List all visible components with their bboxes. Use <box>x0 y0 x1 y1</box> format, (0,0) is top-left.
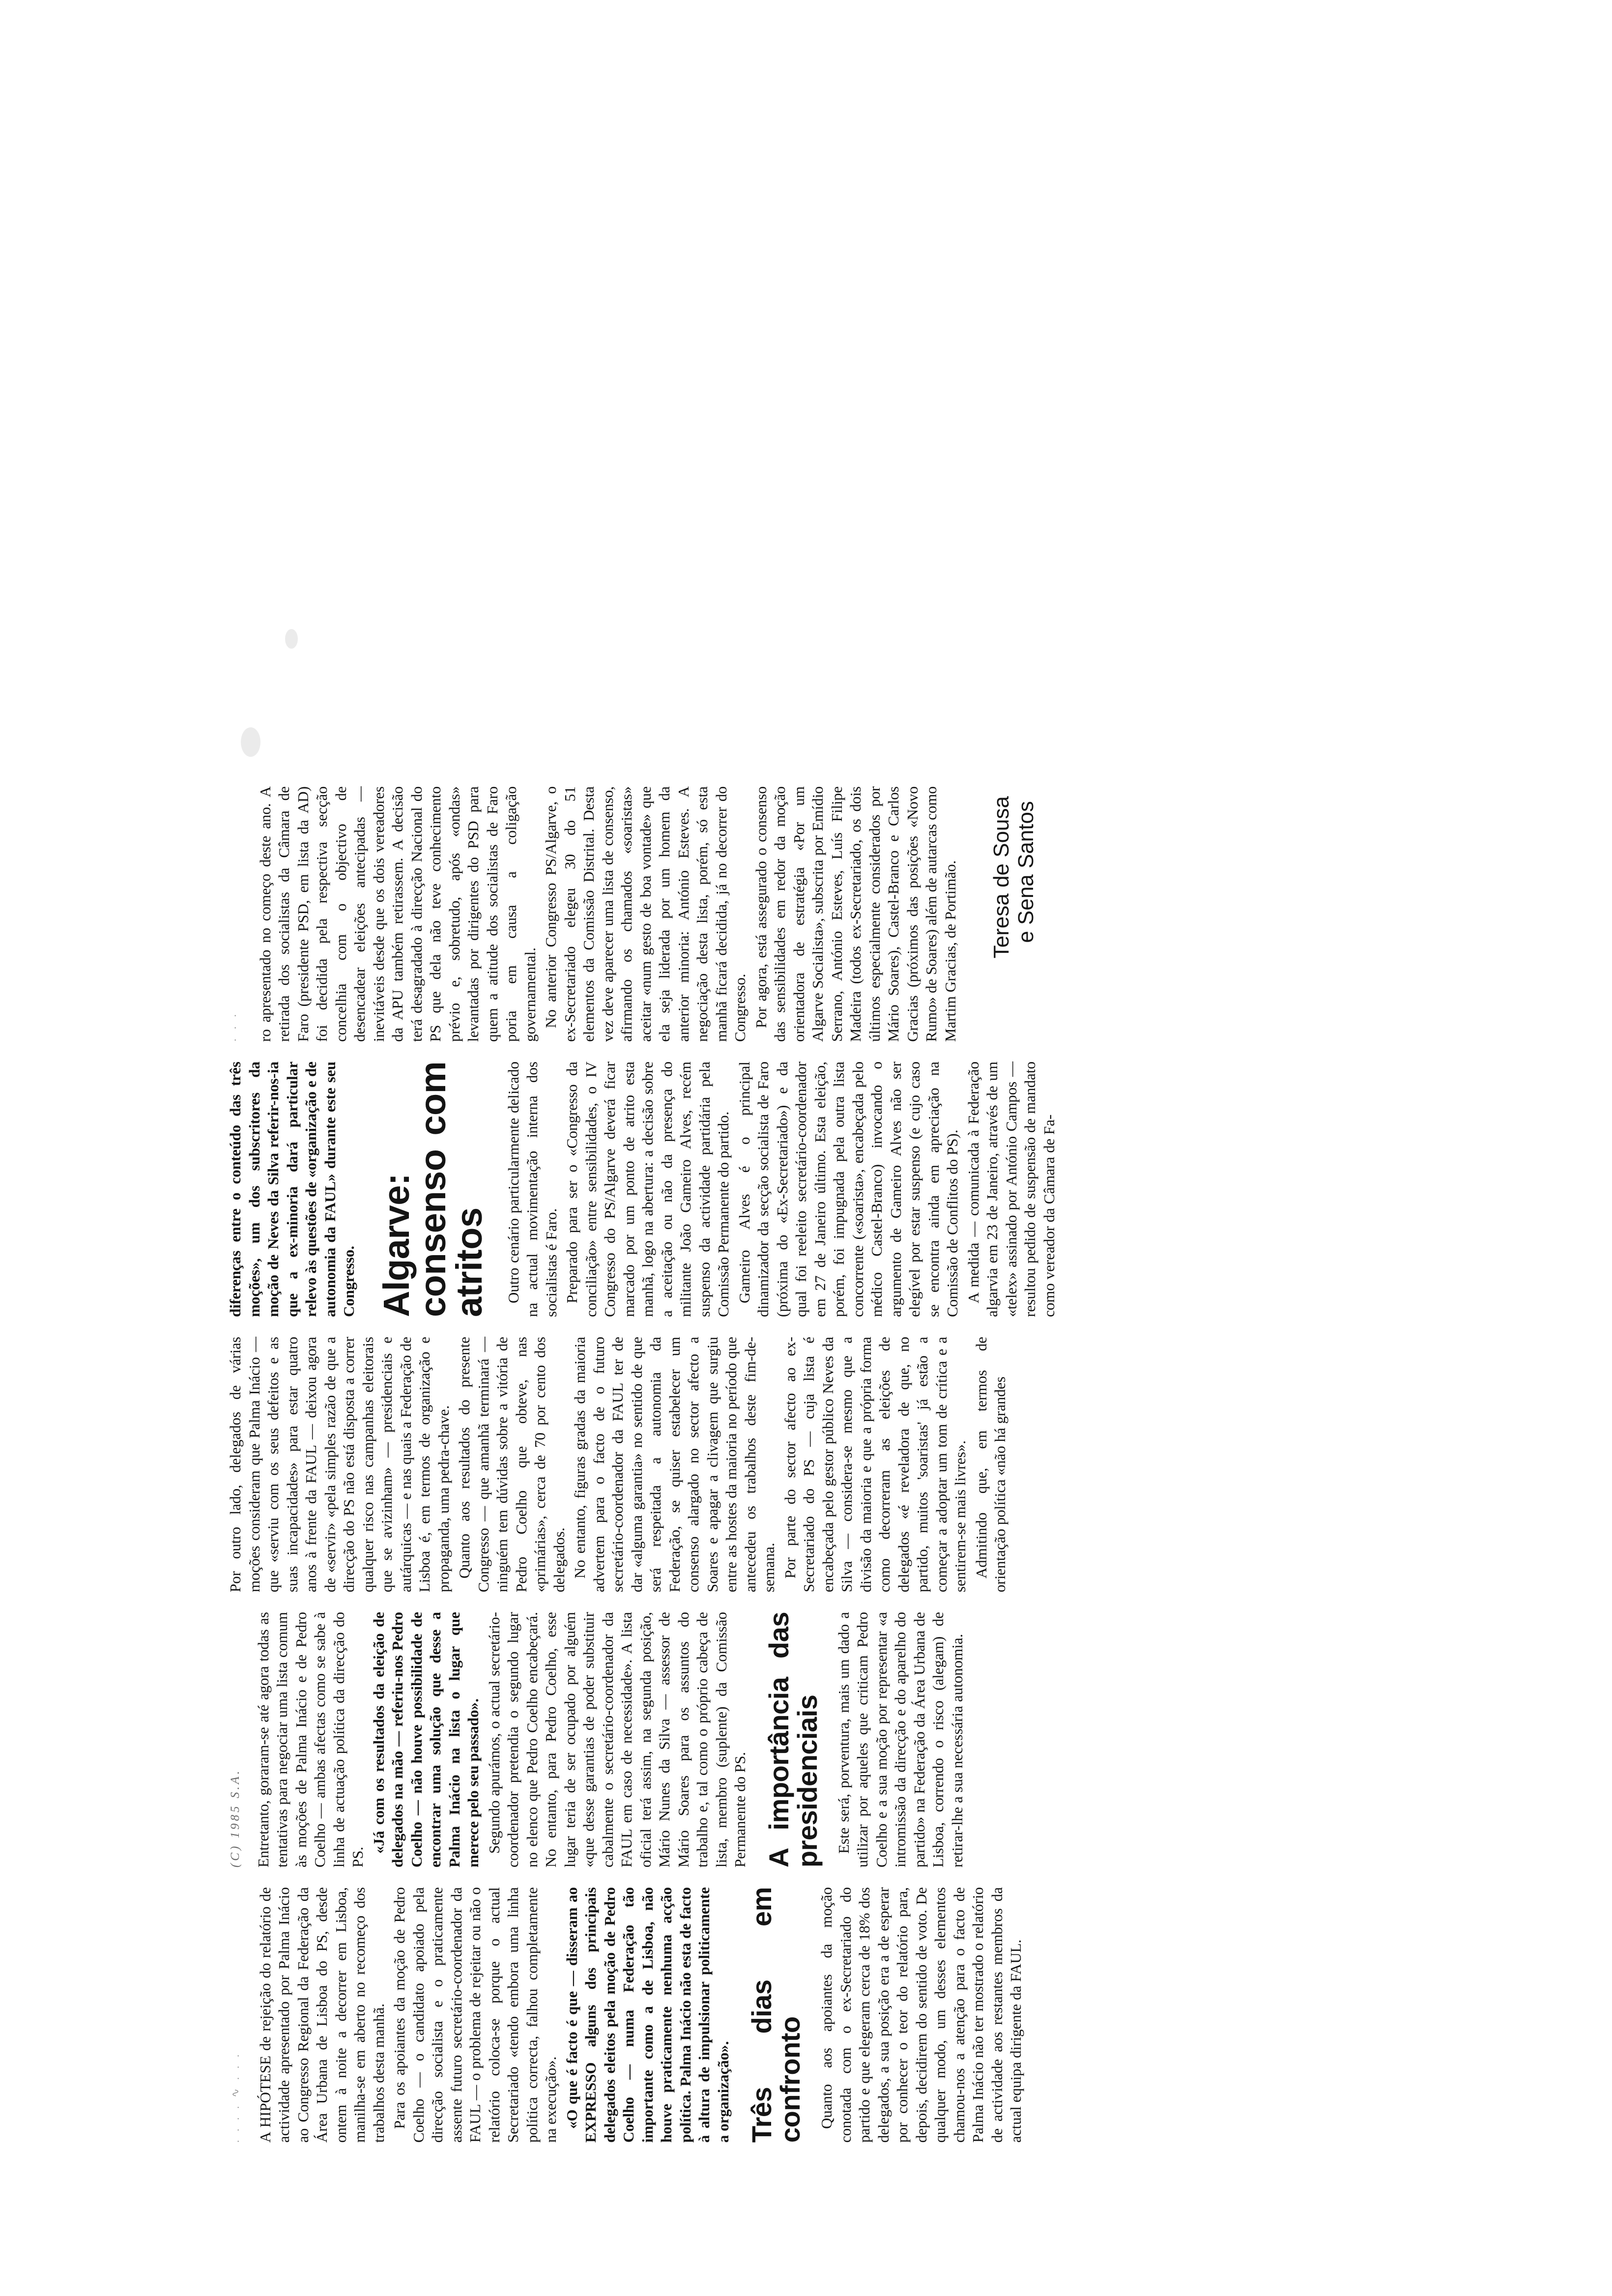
section-heading: A importância das presidenciais <box>763 1612 823 1867</box>
article-column-2 <box>226 1612 967 1867</box>
paragraph: Outro cenário particularmente delicado na actual movimentação interna dos socialistas é Faro. <box>504 1062 560 1317</box>
paragraph: Quanto aos apoiantes da moção conotada com o ex-Secretariado do partido e que elegeram cerca de 18% dos delegados, a sua posição era a de esperar por conhecer o teor do relatório para, depois, decidirem do sentido de voto. De qualquer modo, um desses elementos chamou-nos a atenção para o facto de Palma Inácio não ter mostrado o relatório de actividade aos restantes membros da actual equipa dirigente da FAUL. <box>818 1887 1024 2143</box>
paragraph: diferenças entre o conteúdo das três moções», um dos subscritores da moção de Neves da Silva referir-nos-ia que a ex-minoria dará particular relevo às questões de «organização e de autonomia da FAUL» durante este seu Congresso. <box>227 1062 357 1317</box>
paragraph: Por agora, está assegurado o consenso das sensibilidades em redor da moção orientadora de estratégia «Por um Algarve Socialista», subscrita por Emídio Serrano, António Esteves, Luís Filipe Madeira (todos ex-Secretariado, os dois últimos especialmente considerados por Mário Soares), Castel-Branco e Carlos Gracias (próximos das posições «Novo Rumo» de Soares) além de autarcas como Martim Gracias, de Portimão. <box>752 786 959 1042</box>
heading-line: Algarve: <box>375 1173 417 1317</box>
article-column-5 <box>226 786 1038 1042</box>
column-top-mark: · · · <box>229 1011 241 1042</box>
article-column-3 <box>226 1337 1010 1592</box>
paragraph: Entretanto, goraram-se até agora todas as tentativas para negociar uma lista comum às moções de Palma Inácio e de Pedro Coelho — ambas afectas como se sabe à linha de actuação política da direcção do PS. <box>254 1612 366 1867</box>
paragraph: ro apresentado no começo deste ano. A retirada dos socialistas da Câmara de Faro (presidente PSD, em lista da AD) foi decidida pela respectiva secção concelhia com o objectivo de desencadear eleições antecipadas — inevitáveis desde que os dois vereadores da APU também retirassem. A decisão terá desagradado à direcção Nacional do PS que dela não teve conhecimento prévio e, sobretudo, após «ondas» levantadas por dirigentes do PSD para quem a atitude dos socialistas de Faro poria em causa a coligação governamental. <box>256 786 539 1042</box>
paragraph: Por parte do sector afecto ao ex-Secretariado do PS — cuja lista é encabeçada pelo gestor público Neves da Silva — considera-se mesmo que a divisão da maioria e que a própria forma como decorreram as eleições de delegados «é reveladora de que, no partido, muitos 'soaristas' já estão a começar a adoptar um tom de crítica e a sentirem-se mais livres». <box>781 1337 969 1592</box>
paragraph: Para os apoiantes da moção de Pedro Coelho — o candidato apoiado pela direcção socialista e o praticamente assente futuro secretário-coordenador da FAUL — o problema de rejeitar ou não o relatório coloca-se porque o actual Secretariado «tendo embora uma linha política correcta, falhou completamente na execução». <box>391 1887 559 2143</box>
heading-line: consenso com atritos <box>412 1062 489 1317</box>
section-heading: Três dias em confronto <box>746 1887 806 2143</box>
column-top-mark: . . . . ∿ . . . <box>229 2051 241 2143</box>
paragraph: A HIPÓTESE de rejeição do relatório de actividade apresentado por Palma Inácio ao Congresso Regional da Federação da Área Urbana de Lisboa do PS, desde ontem à noite a decorrer em Lisboa, manilha-se em aberto no recomeço dos trabalhos desta manhã. <box>256 1887 387 2143</box>
paragraph: No anterior Congresso PS/Algarve, o ex-Secretariado elegeu 30 do 51 elementos da Comissão Distrital. Desta vez deve aparecer uma lista de consenso, afirmando os chamados «soaristas» aceitar «num gesto de boa vontade» que ela seja liderada por um homem da anterior minoria: António Esteves. A negociação desta lista, porém, só esta manhã ficará decidida, já no decorrer do Congresso. <box>542 786 748 1042</box>
author-name: Teresa de Sousa <box>989 796 1013 959</box>
paragraph: Gameiro Alves é o principal dinamizador da secção socialista de Faro (próxima do «Ex-Secretariado») e da qual foi reeleito secretário-coordenador em 27 de Janeiro último. Esta eleição, porém, foi impugnada pela outra lista concorrente («soarista», encabeçada pelo médico Castel-Branco) invocando o argumento de Gameiro Alves não ser elegível por estar suspenso (e cujo caso se encontra ainda em apreciação na Comissão de Conflitos do PS). <box>735 1062 961 1317</box>
scan-smudge <box>285 629 298 649</box>
paragraph: Quanto aos resultados do presente Congresso — que amanhã terminará — ninguém tem dúvidas sobre a vitória de Pedro Coelho que obteve, nas «primárias», cerca de 70 por cento dos delegados. <box>456 1337 568 1592</box>
paragraph: «O que é facto é que — disseram ao EXPRESSO alguns dos principais delegados eleitos pela moção de Pedro Coelho — numa Federação tão importante como a de Lisboa, não houve praticamente nenhuma acção política. Palma Inácio não esta de facto à altura de impulsionar politicamente a organização». <box>563 1887 732 2143</box>
author-name: e Sena Santos <box>1014 801 1038 943</box>
author-byline <box>989 786 1038 1042</box>
newspaper-clipping <box>226 491 1445 2172</box>
paragraph: A medida — comunicada à Federação algarvia em 23 de Janeiro, através de um «telex» assinado por António Campos — resultou pedido de suspensão de mandato como vereador da Câmara de Fa- <box>964 1062 1058 1317</box>
scan-smudge <box>241 727 260 757</box>
paragraph: No entanto, figuras gradas da maioria advertem para o facto de o futuro secretário-coordenador da FAUL ter de dar «alguma garantia» no sentido de que será respeitada a autonomia da Federação, se quiser estabelecer um consenso alargado no sector afecto a Soares e apagar a clivagem que surgiu entre as hostes da maioria no período que antecedeu os trabalhos deste fim-de-semana. <box>571 1337 777 1592</box>
paragraph: Este será, porventura, mais um dado a utilizar por aqueles que criticam Pedro Coelho e a sua moção por representar «a intromissão da direcção e do aparelho do partido» na Federação da Área Urbana de Lisboa, correndo o risco (alegam) de retirar-lhe a sua necessária autonomia. <box>835 1612 966 1867</box>
article-column-1 <box>226 1887 1026 2143</box>
paragraph: Segundo apurámos, o actual secretário-coordenador pretendia o segundo lugar no elenco que Pedro Coelho encabeçará. No entanto, para Pedro Coelho, esse lugar teria de ser ocupado por alguém «que desse garantias de poder substituir cabalmente o secretário-coordenador da FAUL em caso de necessidade». A lista oficial terá assim, na segunda posição, Mário Nunes da Silva — assessor de Mário Soares para os assuntos do trabalho e, tal como o próprio cabeça de lista, membro (suplente) da Comissão Permanente do PS. <box>485 1612 748 1867</box>
paragraph: «Já com os resultados da eleição de delegados na mão — referiu-nos Pedro Coelho — não houve possibilidade de encontrar uma solução que desse a Palma Inácio na lista o lugar que merece pelo seu passado». <box>370 1612 482 1867</box>
paragraph: Preparado para ser o «Congresso da conciliação» entre sensibilidades, o IV Congresso do PS/Algarve deverá ficar marcado por um ponto de atrito esta manhã, logo na abertura: a decisão sobre a aceitação ou não da presença do militante João Gameiro Alves, recém suspenso da actividade partidária pela Comissão Permanente do partido. <box>563 1062 732 1317</box>
article-column-4 <box>226 1062 1059 1317</box>
paragraph: Admitindo que, em termos de orientação política «não há grandes <box>972 1337 1008 1592</box>
dateline: (C) 1985 S.A. <box>229 1768 242 1867</box>
paragraph: Por outro lado, delegados de várias moções consideram que Palma Inácio — que «serviu com os seus defeitos e as suas incapacidades» para estar quatro anos à frente da FAUL — deixou agora de «servir» «pela simples razão de que a direcção do PS não está disposta a correr qualquer risco nas campanhas eleitorais que se avizinham» — presidenciais e autárquicas — e nas quais a Federação de Lisboa é, em termos de organização e propaganda, uma pedra-chave. <box>227 1337 452 1592</box>
section-heading <box>375 1062 489 1317</box>
